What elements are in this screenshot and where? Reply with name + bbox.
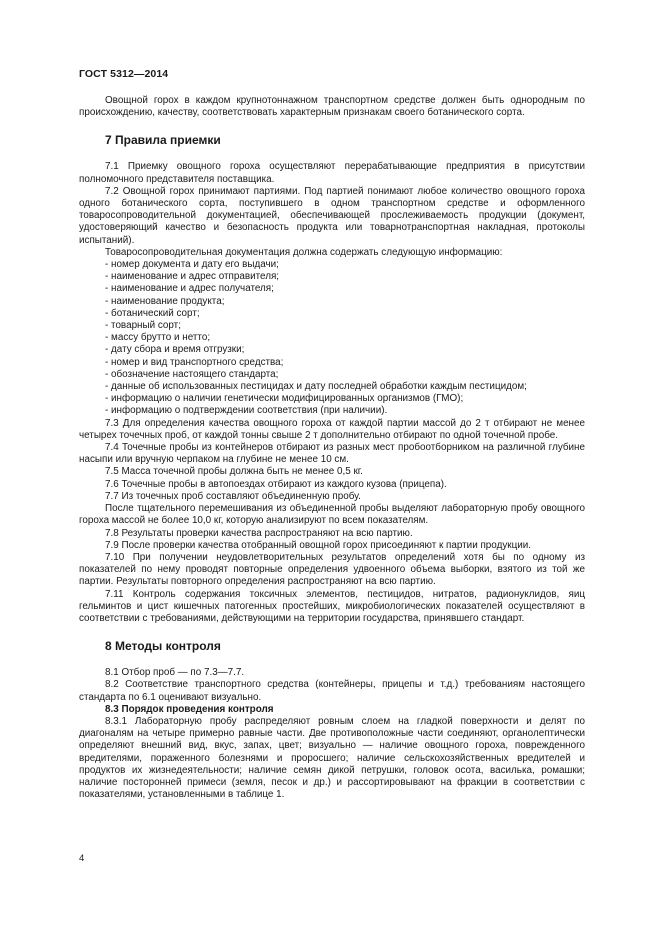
subsection-8-3-title: 8.3 Порядок проведения контроля bbox=[105, 703, 274, 715]
section-7-title: 7 Правила приемки bbox=[105, 133, 221, 148]
list-item: - обозначение настоящего стандарта; bbox=[105, 368, 279, 380]
paragraph-7-11: 7.11 Контроль содержания токсичных элементов, пестицидов, нитратов, радионуклидов, яиц гельминтов и цист кишечных патогенных простейших, микробиологических показателей осуществляют в соответствии с требованиями, действующими на территории государства, принявшего стандарт. bbox=[79, 588, 585, 624]
list-item: - информацию о подтверждении соответствия (при наличии). bbox=[105, 405, 388, 417]
list-item: - товарный сорт; bbox=[105, 320, 181, 332]
documentation-intro: Товаросопроводительная документация должна содержать следующую информацию: bbox=[105, 246, 503, 258]
list-item: - данные об использованных пестицидах и дату последней обработки каждым пестицидом; bbox=[105, 381, 527, 393]
list-item: - массу брутто и нетто; bbox=[105, 332, 211, 344]
document-code-header: ГОСТ 5312—2014 bbox=[79, 68, 169, 80]
list-item: - дату сбора и время отгрузки; bbox=[105, 344, 245, 356]
list-item: - наименование продукта; bbox=[105, 295, 225, 307]
documentation-list bbox=[79, 259, 585, 418]
list-item: - номер документа и дату его выдачи; bbox=[105, 259, 279, 271]
paragraph-7-7-continued: После тщательного перемешивания из объединенной пробы выделяют лабораторную пробу овощного гороха массой не более 10,0 кг, которую анализируют по всем показателям. bbox=[79, 503, 585, 527]
paragraph-7-2: 7.2 Овощной горох принимают партиями. Под партией понимают любое количество овощного гороха одного ботанического сорта, поступившего в одном транспортном средстве и оформленного товаросопроводительной документацией, обеспечивающей прослеживаемость продукции (документ, удостоверяющий качество и безопасность продукта или товарнотранспортная накладная, протоколы испытаний). bbox=[79, 185, 585, 246]
list-item: - номер и вид транспортного средства; bbox=[105, 356, 284, 368]
paragraph-7-7: 7.7 Из точечных проб составляют объединенную пробу. bbox=[105, 490, 361, 502]
intro-paragraph: Овощной горох в каждом крупнотоннажном транспортном средстве должен быть однородным по происхождению, качеству, соответствовать характерным признакам своего ботанического сорта. bbox=[79, 95, 585, 119]
paragraph-7-8: 7.8 Результаты проверки качества распространяют на всю партию. bbox=[105, 527, 413, 539]
paragraph-7-3: 7.3 Для определения качества овощного гороха от каждой партии массой до 2 т отбирают не менее четырех точечных проб, от каждой тонны свыше 2 т дополнительно отбирают по одной точечной пробе. bbox=[79, 417, 585, 441]
paragraph-7-4: 7.4 Точечные пробы из контейнеров отбирают из разных мест пробоотборником на различной глубине насыпи или вручную черпаком на глубине не менее 10 см. bbox=[79, 442, 585, 466]
paragraph-8-3-1: 8.3.1 Лабораторную пробу распределяют ровным слоем на гладкой поверхности и делят по диагоналям на четыре примерно равные части. Две противоположные части соединяют, органолептически определяют внешний вид, вкус, запах, цвет; визуально — наличие овощного гороха, поврежденного вредителями, пораженного болезнями и проросшего; наличие сельскохозяйственных вредителей и продуктов их жизнедеятельности; наличие семян дикой петрушки, головок осота, василька, ромашки; наличие посторонней примеси (земля, песок и др.) и рассортировывают на фракции в соответствии с показателями, установленными в таблице 1. bbox=[79, 715, 585, 801]
paragraph-7-5: 7.5 Масса точечной пробы должна быть не менее 0,5 кг. bbox=[105, 466, 363, 478]
section-8-title: 8 Методы контроля bbox=[105, 639, 221, 654]
list-item: - наименование и адрес отправителя; bbox=[105, 271, 280, 283]
list-item: - ботанический сорт; bbox=[105, 307, 200, 319]
paragraph-7-10: 7.10 При получении неудовлетворительных результатов определений хотя бы по одному из показателей по нему проводят повторные определения удвоенного объема выборки, взятого из той же партии. Результаты повторного определения распространяют на всю партию. bbox=[79, 551, 585, 588]
paragraph-7-6: 7.6 Точечные пробы в автопоездах отбирают из каждого кузова (прицепа). bbox=[105, 478, 447, 490]
list-item: - информацию о наличии генетически модифицированных организмов (ГМО); bbox=[105, 393, 464, 405]
paragraph-8-1: 8.1 Отбор проб — по 7.3—7.7. bbox=[105, 667, 245, 679]
page-content bbox=[79, 95, 585, 801]
paragraph-7-9: 7.9 После проверки качества отобранный овощной горох присоединяют к партии продукции. bbox=[105, 539, 532, 551]
list-item: - наименование и адрес получателя; bbox=[105, 283, 274, 295]
page-number: 4 bbox=[79, 853, 85, 864]
paragraph-8-2: 8.2 Соответствие транспортного средства (контейнеры, прицепы и т.д.) требованиям настоящего стандарта по 6.1 оценивают визуально. bbox=[79, 679, 585, 703]
paragraph-7-1: 7.1 Приемку овощного гороха осуществляют перерабатывающие предприятия в присутствии полномочного представителя поставщика. bbox=[79, 161, 585, 185]
